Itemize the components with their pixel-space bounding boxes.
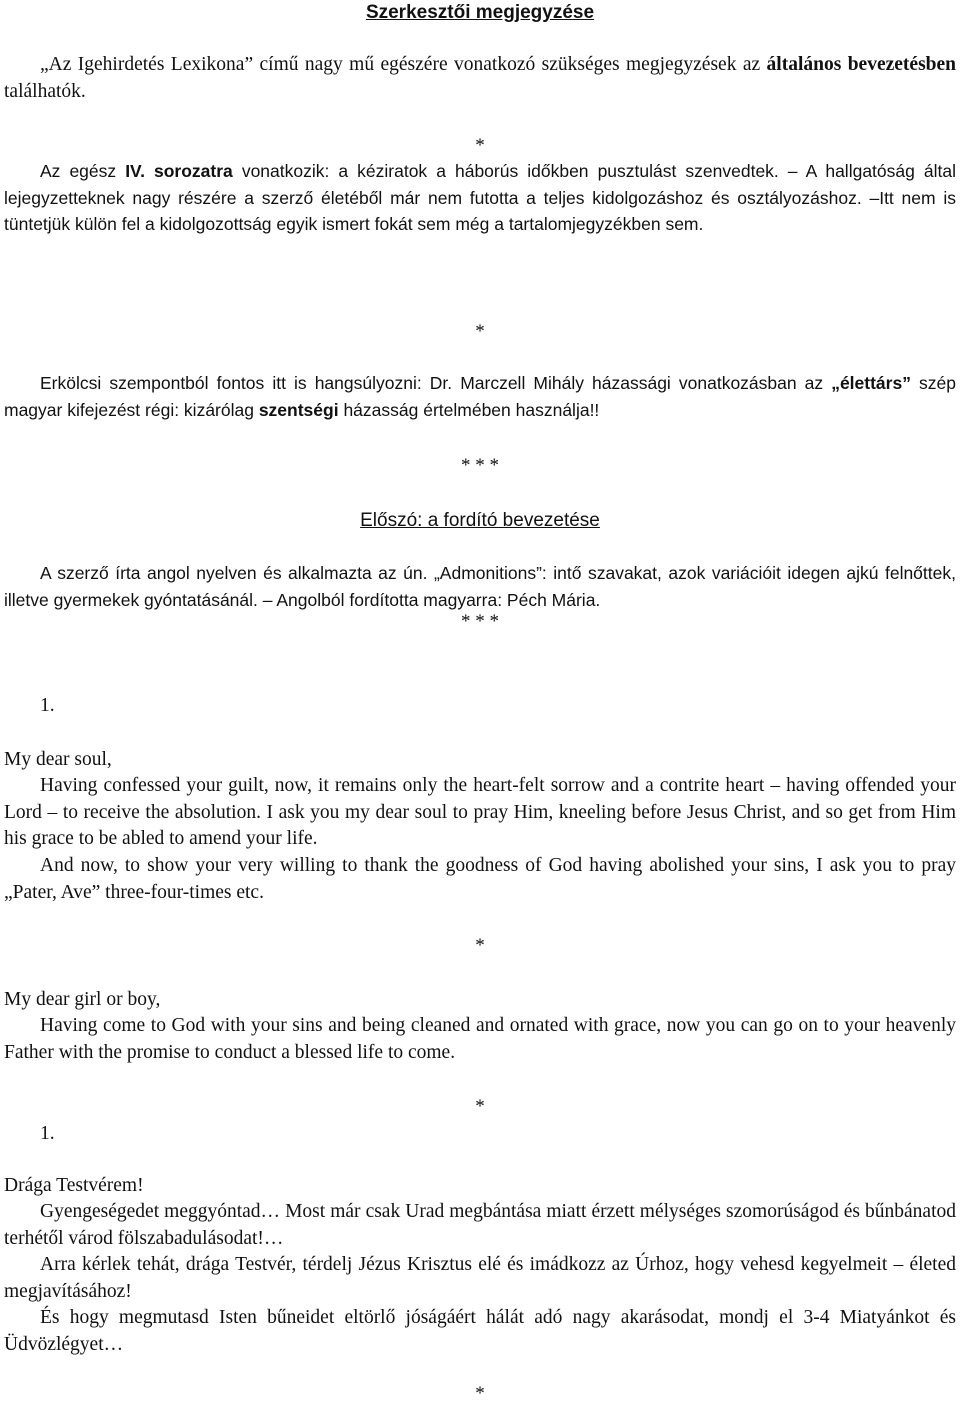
bold-text: „élettárs” [831, 373, 911, 393]
editor-note-title: Szerkesztői megjegyzése [365, 2, 595, 23]
text-run: találhatók. [4, 80, 86, 102]
separator-star: * [475, 935, 485, 956]
body-paragraph: Having confessed your guilt, now, it remains only the heart-felt sorrow and a contrite heart – having offended your Lord – to receive the absolution. I ask you my dear soul to pray Him, kneeling before Jesus Christ, and so get from Him his grace to be abled to amend your life. [4, 775, 956, 849]
text-run: Erkölcsi szempontból fontos itt is hangsúlyozni: Dr. Marczell Mihály házassági vonatkozásban az [40, 373, 832, 393]
body-paragraph: Having come to God with your sins and being cleaned and ornated with grace, now you can go on to your heavenly Father with the promise to conduct a blessed life to come. [4, 1015, 956, 1063]
separator-star: * [475, 135, 485, 156]
salutation: Drága Testvérem! [4, 1175, 144, 1196]
preface-paragraph: A szerző írta angol nyelven és alkalmazta az ún. „Admonitions”: intő szavakat, azok variációit idegen ajkú felnőttek, illetve gyermekek gyóntatásánál. – Angolból fordította magyarra: Péch Mária. [4, 563, 956, 610]
separator-star: * [475, 321, 485, 342]
text-run: Az egész [40, 161, 126, 181]
section-number: 1. [40, 695, 55, 716]
separator-star: * [475, 1383, 485, 1404]
body-paragraph: És hogy megmutasd Isten bűneidet eltörlő jóságáért hálát adó nagy akarásodat, mondj el 3-4 Miatyánkot és Üdvözlégyet… [4, 1307, 956, 1355]
separator-triple-star: * * * [461, 611, 499, 632]
text-run: házasság értelmében használja!! [338, 399, 600, 420]
body-paragraph: And now, to show your very willing to thank the goodness of God having abolished your sins, I ask you to pray „Pater, Ave” three-four-times etc. [4, 855, 956, 903]
bold-text: IV. sorozatra [125, 161, 233, 181]
preface-title: Előszó: a fordító bevezetése [360, 510, 600, 531]
body-paragraph: Arra kérlek tehát, drága Testvér, térdelj Jézus Krisztus elé és imádkozz az Úrhoz, hogy vehesd kegyelmeit – életed megjavításához! [4, 1254, 956, 1302]
separator-star: * [475, 1096, 485, 1117]
editor-note-paragraph-1 [4, 52, 956, 105]
bold-text: általános bevezetésben [766, 54, 957, 75]
text-run: vonatkozik: a kéziratok a háborús időkben pusztulást szenvedtek. – A hallgatóság által lejegyzetteknek nagy részére a szerző életéből már nem futotta a teljes kidolgozáshoz és osztályozáshoz. –Itt nem is tüntetjük külön fel a kidolgozottság egyik ismert fokát sem még a tartalomjegyzékben sem. [4, 161, 956, 234]
editor-note-paragraph-3 [4, 370, 956, 423]
salutation: My dear soul, [4, 749, 112, 770]
separator-triple-star: * * * [461, 455, 499, 476]
text-run: „Az Igehirdetés Lexikona” című nagy mű egészére vonatkozó szükséges megjegyzések az [40, 54, 767, 75]
editor-note-paragraph-2 [4, 158, 956, 238]
bold-text: szentségi [258, 399, 339, 420]
section-number: 1. [40, 1123, 55, 1144]
text-run: szép magyar kifejezést régi: kizárólag [4, 373, 956, 420]
body-paragraph: Gyengeségedet meggyóntad… Most már csak Urad megbántása miatt érzett mélységes szomorúságod és bűnbánatod terhétől várod fölszabadulásodat!… [4, 1201, 956, 1249]
salutation: My dear girl or boy, [4, 989, 161, 1010]
